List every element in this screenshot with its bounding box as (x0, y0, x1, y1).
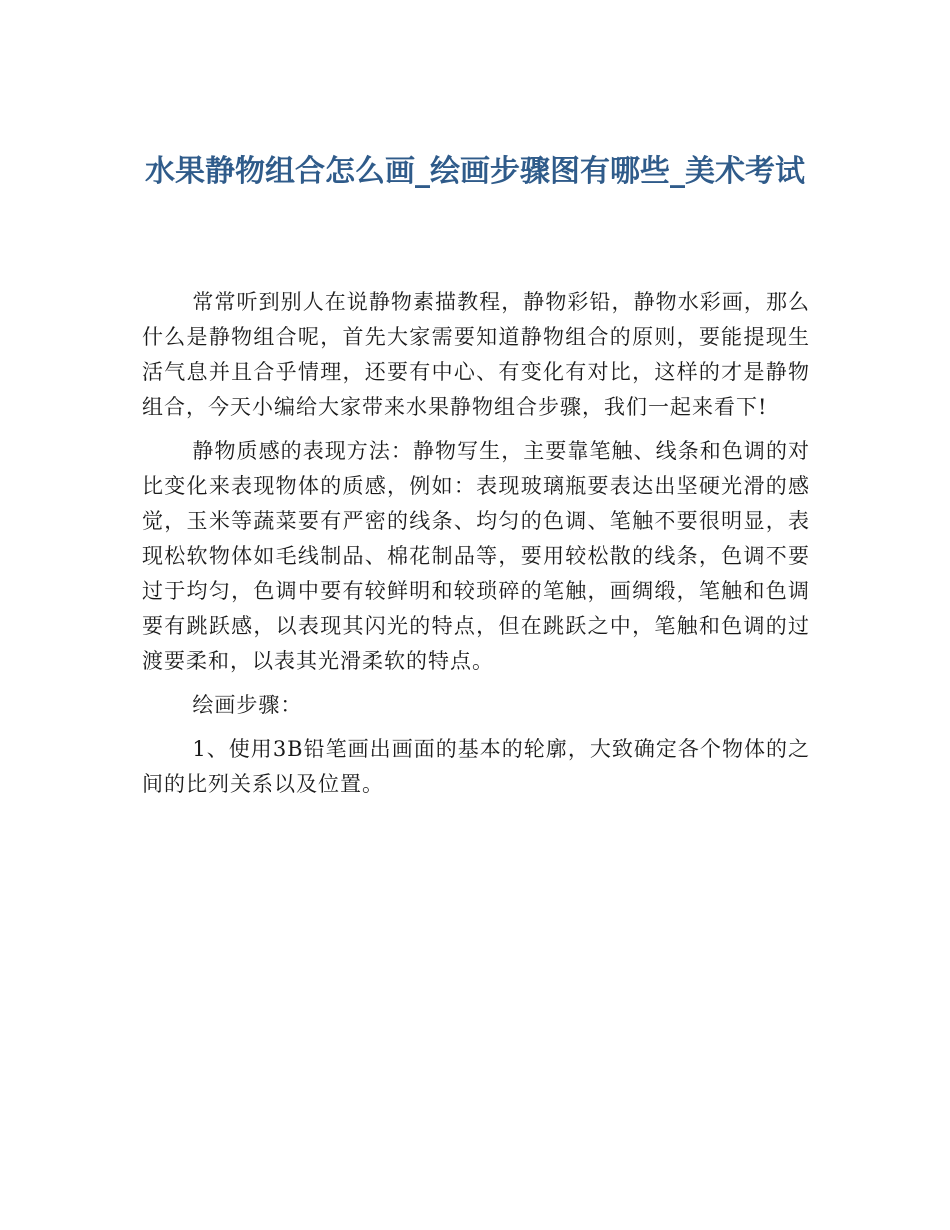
document-title: 水果静物组合怎么画_绘画步骤图有哪些_美术考试 (145, 154, 805, 189)
intro-paragraph: 常常听到别人在说静物素描教程，静物彩铅，静物水彩画，那么什么是静物组合呢，首先大家需要知道静物组合的原则，要能提现生活气息并且合乎情理，还要有中心、有变化有对比，这样的才是静物组合，今天小编给大家带来水果静物组合步骤，我们一起来看下! (142, 290, 810, 419)
step-1-paragraph: 1、使用3B铅笔画出画面的基本的轮廓，大致确定各个物体的之间的比列关系以及位置。 (142, 737, 810, 796)
document-body (142, 285, 810, 811)
steps-heading: 绘画步骤： (192, 693, 303, 717)
texture-method-paragraph: 静物质感的表现方法：静物写生，主要靠笔触、线条和色调的对比变化来表现物体的质感，例如：表现玻璃瓶要表达出坚硬光滑的感觉，玉米等蔬菜要有严密的线条、均匀的色调、笔触不要很明显，表现松软物体如毛线制品、棉花制品等，要用较松散的线条，色调不要过于均匀，色调中要有较鲜明和较琐碎的笔触，画绸缎，笔触和色调要有跳跃感，以表现其闪光的特点，但在跳跃之中，笔触和色调的过渡要柔和，以表其光滑柔软的特点。 (142, 439, 810, 673)
